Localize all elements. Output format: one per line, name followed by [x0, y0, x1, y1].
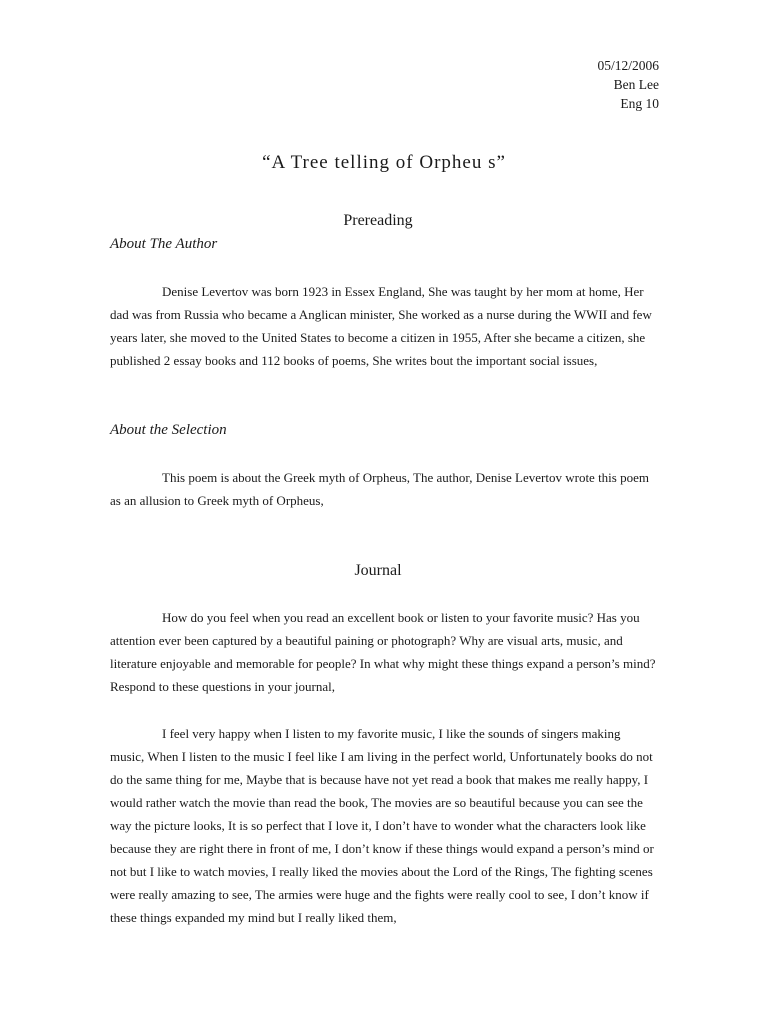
- header-author-name: Ben Lee: [613, 77, 659, 92]
- document-title: “A Tree telling of Orpheu s”: [262, 152, 506, 173]
- header-date: 05/12/2006: [597, 58, 659, 73]
- about-selection-subheading: About the Selection: [110, 422, 227, 438]
- journal-response-paragraph: I feel very happy when I listen to my favorite music, I like the sounds of singers making music, When I listen to the music I feel like I am living in the perfect world, Unfortunately books do not do the same thing for me, Maybe that is because have not yet read a book that makes me really happy, I would rather watch the movie than read the book, The movies are so beautiful because you can see the way the picture looks, It is so perfect that I love it, I don’t have to wonder what the characters look like because they are right there in front of me, I don’t know if these things would expand a person’s mind or not but I like to watch movies, I really liked the movies about the Lord of the Rings, The fighting scenes were really amazing to see, The armies were huge and the fights were really cool to see, I don’t know if these things expanded my mind but I really liked them,: [110, 726, 654, 925]
- header-block: [597, 56, 659, 113]
- prereading-heading: Prereading: [343, 212, 413, 229]
- header-course: Eng 10: [620, 96, 659, 111]
- about-author-paragraph: Denise Levertov was born 1923 in Essex England, She was taught by her mom at home, Her dad was from Russia who became a Anglican minister, She worked as a nurse during the WWII and few years later, she moved to the United States to become a citizen in 1955, After she became a citizen, she published 2 essay books and 112 books of poems, She writes bout the important social issues,: [110, 284, 652, 368]
- journal-prompt-paragraph: How do you feel when you read an excellent book or listen to your favorite music? Has you attention ever been captured by a beautiful paining or photograph? Why are visual arts, music, and literature enjoyable and memorable for people? In what why might these things expand a person’s mind? Respond to these questions in your journal,: [110, 610, 656, 694]
- journal-heading: Journal: [354, 562, 402, 579]
- about-selection-paragraph: This poem is about the Greek myth of Orpheus, The author, Denise Levertov wrote this poem as an allusion to Greek myth of Orpheus,: [110, 470, 649, 508]
- about-author-subheading: About The Author: [110, 236, 218, 252]
